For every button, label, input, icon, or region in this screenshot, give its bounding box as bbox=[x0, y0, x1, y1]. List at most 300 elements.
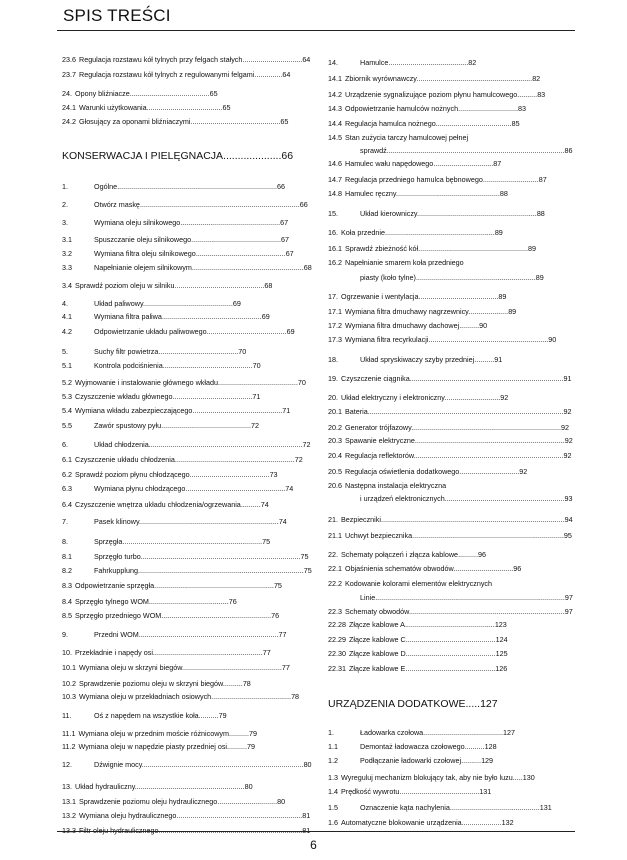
toc-page-number: 70 bbox=[252, 361, 261, 370]
toc-leader-dots: ...................................... bbox=[146, 103, 223, 112]
toc-entry-title: Uchwyt bezpiecznika bbox=[345, 531, 413, 540]
toc-entry bbox=[62, 692, 299, 701]
toc-page-number: 77 bbox=[278, 630, 287, 639]
toc-entry bbox=[62, 552, 309, 561]
toc-page-number: 126 bbox=[495, 664, 508, 673]
toc-leader-dots: .......... bbox=[227, 742, 248, 751]
toc-page-number: 131 bbox=[539, 803, 552, 812]
toc-entry bbox=[62, 760, 312, 769]
toc-leader-dots: .......... bbox=[240, 500, 261, 509]
toc-entry-number: 6.1 bbox=[62, 455, 72, 464]
toc-entry-number: 14.2 bbox=[328, 90, 342, 99]
toc-entry-number: 11. bbox=[62, 711, 72, 720]
toc-entry-number: 22.1 bbox=[328, 564, 342, 573]
toc-leader-dots: .................... bbox=[223, 150, 282, 162]
toc-page-number: 87 bbox=[538, 175, 547, 184]
toc-leader-dots: ....................................................... bbox=[134, 782, 245, 791]
toc-entry-title: Sprawdzenie poziomu oleju hydraulicznego bbox=[79, 797, 218, 806]
toc-entry bbox=[328, 787, 491, 796]
toc-leader-dots: ................................................................................ bbox=[117, 182, 277, 191]
toc-entry-number: 20.3 bbox=[328, 436, 342, 445]
toc-entry bbox=[328, 258, 464, 267]
toc-entry-title: Wymiana filtra paliwa bbox=[94, 312, 162, 321]
toc-page-number: 83 bbox=[518, 104, 526, 113]
toc-page-number: 95 bbox=[563, 531, 572, 540]
toc-entry-title: Głosujący za oponami bliźniaczymi bbox=[79, 117, 191, 126]
toc-entry-title: Sprawdź poziom oleju w silniku bbox=[75, 281, 175, 290]
toc-entry-title: Opony bliźniacze bbox=[75, 89, 130, 98]
toc-entry bbox=[62, 263, 312, 272]
toc-entry-title: Linie bbox=[360, 593, 376, 602]
toc-page-number: 65 bbox=[209, 89, 218, 98]
toc-entry-number: 20. bbox=[328, 393, 338, 402]
toc-entry-title: Bezpieczniki bbox=[341, 515, 381, 524]
toc-entry-number: 21.1 bbox=[328, 531, 342, 540]
toc-entry bbox=[328, 494, 573, 503]
toc-leader-dots: .......... bbox=[461, 756, 482, 765]
toc-entry bbox=[62, 218, 288, 227]
toc-leader-dots: .......... bbox=[464, 742, 485, 751]
toc-entry-number: 3.2 bbox=[62, 249, 72, 258]
toc-entry-number: 20.5 bbox=[328, 467, 342, 476]
toc-entry bbox=[328, 467, 527, 476]
toc-entry bbox=[328, 451, 572, 460]
toc-entry bbox=[62, 392, 260, 401]
toc-entry-number: 8.5 bbox=[62, 611, 72, 620]
toc-entry-number: 20.2 bbox=[328, 423, 342, 432]
toc-entry-number: 8.4 bbox=[62, 597, 72, 606]
toc-page-number: 97 bbox=[564, 607, 573, 616]
toc-entry-number: 3.1 bbox=[62, 235, 72, 244]
toc-entry-title: Kontrola podciśnienia bbox=[94, 361, 163, 370]
toc-page-number: 127 bbox=[480, 698, 498, 710]
toc-leader-dots: ...................................................................... bbox=[122, 537, 263, 546]
toc-entry-number: 14.3 bbox=[328, 104, 342, 113]
toc-entry bbox=[328, 133, 468, 142]
toc-leader-dots: ............................................................................................ bbox=[380, 515, 565, 524]
toc-leader-dots: ...................................................................... bbox=[139, 517, 279, 526]
toc-entry-title: Zbiornik wyrównawczy bbox=[345, 74, 417, 83]
toc-leader-dots: .......... bbox=[474, 355, 495, 364]
toc-entry bbox=[328, 728, 515, 737]
toc-entry-title: Sprawdzenie poziomu oleju w skrzyni biegów bbox=[79, 679, 223, 688]
toc-entry bbox=[328, 273, 544, 282]
toc-entry-number: 1.4 bbox=[328, 787, 338, 796]
toc-leader-dots: ........................................ bbox=[423, 728, 504, 737]
toc-page-number: 70 bbox=[238, 347, 247, 356]
toc-entry-number: 16.2 bbox=[328, 258, 342, 267]
toc-entry-number: 4. bbox=[62, 299, 68, 308]
toc-leader-dots: .................... bbox=[461, 818, 502, 827]
toc-page-number: 131 bbox=[479, 787, 492, 796]
toc-page-number: 66 bbox=[299, 200, 308, 209]
toc-page-number: 64 bbox=[282, 70, 291, 79]
toc-entry-title: Schematy połączeń i złącza kablowe bbox=[341, 550, 459, 559]
toc-leader-dots: ........................................ bbox=[217, 378, 298, 387]
toc-entry-title: Czyszczenie wkładu głównego bbox=[75, 392, 173, 401]
toc-entry-title: Zawór spustowy pyłu bbox=[94, 421, 162, 430]
toc-page-number: 65 bbox=[280, 117, 289, 126]
toc-entry bbox=[328, 481, 446, 490]
toc-entry bbox=[62, 182, 285, 191]
toc-entry-title: Wyjmowanie i instalowanie głównego wkładu bbox=[75, 378, 218, 387]
toc-entry bbox=[62, 484, 293, 493]
toc-leader-dots: ............................................................................. bbox=[409, 374, 564, 383]
toc-entry-number: 8.3 bbox=[62, 581, 72, 590]
toc-entry-number: 22.29 bbox=[328, 635, 346, 644]
toc-leader-dots: ............................................. bbox=[143, 299, 233, 308]
toc-entry-number: 6. bbox=[62, 440, 68, 449]
toc-entry-title: Spuszczanie oleju silnikowego bbox=[94, 235, 192, 244]
toc-entry-number: 17. bbox=[328, 292, 338, 301]
toc-page-number: 92 bbox=[560, 423, 569, 432]
toc-entry bbox=[328, 423, 569, 432]
toc-entry bbox=[62, 281, 272, 290]
toc-entry bbox=[328, 436, 573, 445]
toc-entry bbox=[62, 742, 255, 751]
toc-entry-title: Hamulec wału napędowego bbox=[345, 159, 434, 168]
toc-leader-dots: ........................................ bbox=[206, 327, 287, 336]
toc-entry-title: Suchy filtr powietrza bbox=[94, 347, 159, 356]
toc-entry-number: 9. bbox=[62, 630, 68, 639]
toc-leader-dots: ............................................. bbox=[174, 281, 265, 290]
toc-entry-number: 14.8 bbox=[328, 189, 342, 198]
toc-entry-title: Regulacja hamulca nożnego bbox=[345, 119, 436, 128]
toc-entry-number: 1.2 bbox=[328, 756, 338, 765]
toc-entry-number: 23.6 bbox=[62, 55, 76, 64]
toc-entry-number: 23.7 bbox=[62, 70, 76, 79]
toc-entry-title: Urządzenie sygnalizujące poziom płynu hamulcowego bbox=[345, 90, 518, 99]
toc-page-number: 76 bbox=[271, 611, 280, 620]
toc-entry bbox=[328, 620, 507, 629]
toc-page-number: 67 bbox=[280, 218, 289, 227]
toc-page-number: 72 bbox=[250, 421, 259, 430]
toc-entry-number: 22.31 bbox=[328, 664, 346, 673]
toc-page-number: 68 bbox=[264, 281, 273, 290]
toc-entry-number: 14.1 bbox=[328, 74, 342, 83]
toc-leader-dots: ............................ bbox=[444, 393, 501, 402]
toc-entry-title: Warunki użytkowania bbox=[79, 103, 147, 112]
toc-leader-dots: ............................................................ bbox=[428, 335, 549, 344]
toc-entry bbox=[62, 537, 270, 546]
toc-entry bbox=[62, 517, 287, 526]
toc-entry bbox=[328, 74, 540, 83]
toc-leader-dots: ................................................................................ bbox=[139, 200, 300, 209]
toc-page-number: 93 bbox=[564, 494, 573, 503]
toc-entry-title: Ogrzewanie i wentylacja bbox=[341, 292, 419, 301]
toc-entry-number: 22.3 bbox=[328, 607, 342, 616]
toc-entry-title: Bateria bbox=[345, 407, 368, 416]
toc-entry-title: Odpowietrzanie układu paliwowego bbox=[94, 327, 207, 336]
toc-leader-dots: ............................................................................................... bbox=[375, 593, 565, 602]
toc-leader-dots: ........................................................ bbox=[191, 263, 304, 272]
toc-entry-title: Sprzęgła bbox=[94, 537, 123, 546]
toc-entry-number: 20.4 bbox=[328, 451, 342, 460]
toc-leader-dots: .......... bbox=[517, 90, 538, 99]
toc-page-number: 75 bbox=[262, 537, 271, 546]
toc-entry-number: 10.3 bbox=[62, 692, 76, 701]
toc-entry-title: piasty (koło tylne) bbox=[360, 273, 416, 282]
toc-entry-number: 14.7 bbox=[328, 175, 342, 184]
toc-page-number: 89 bbox=[535, 273, 544, 282]
toc-leader-dots: .................................................................................................. bbox=[367, 407, 564, 416]
toc-entry bbox=[328, 649, 508, 658]
toc-entry-title: Wymiana filtra recyrkulacji bbox=[345, 335, 429, 344]
toc-page-number: 92 bbox=[564, 436, 573, 445]
toc-page-number: 70 bbox=[297, 378, 306, 387]
toc-entry-number: 20.1 bbox=[328, 407, 342, 416]
toc-page-number: 85 bbox=[511, 119, 520, 128]
toc-page-number: 69 bbox=[232, 299, 241, 308]
toc-entry-title: Koła przednie bbox=[341, 228, 385, 237]
toc-entry-title: Podłączanie ładowarki czołowej bbox=[360, 756, 462, 765]
toc-leader-dots: ................................................................................ bbox=[140, 552, 301, 561]
toc-entry-number: 10.1 bbox=[62, 663, 76, 672]
toc-leader-dots: ............................................................................. bbox=[148, 440, 303, 449]
toc-page-number: 130 bbox=[522, 773, 535, 782]
toc-leader-dots: ...................................... bbox=[435, 119, 512, 128]
toc-leader-dots: ............................ bbox=[482, 175, 539, 184]
toc-entry-title: Dźwignie mocy bbox=[94, 760, 142, 769]
toc-entry-title: Schematy obwodów bbox=[345, 607, 409, 616]
toc-entry-title: Układ elektryczny i elektroniczny bbox=[341, 393, 445, 402]
toc-entry bbox=[62, 581, 282, 590]
toc-entry-title: Czyszczenie wnętrza układu chłodzenia/ogrzewania bbox=[75, 500, 241, 509]
toc-entry bbox=[62, 421, 259, 430]
toc-entry bbox=[62, 235, 289, 244]
toc-leader-dots: ....................................................... bbox=[152, 648, 263, 657]
toc-entry-number: 13.1 bbox=[62, 797, 76, 806]
toc-entry-number: 22.2 bbox=[328, 579, 342, 588]
toc-entry-number: 13. bbox=[62, 782, 72, 791]
toc-page-number: 87 bbox=[493, 159, 502, 168]
toc-entry bbox=[62, 630, 287, 639]
toc-leader-dots: ........................................................................... bbox=[414, 436, 565, 445]
toc-entry-number: 24. bbox=[62, 89, 72, 98]
toc-page-number: 92 bbox=[519, 467, 528, 476]
toc-page-number: 97 bbox=[564, 593, 573, 602]
toc-entry-title: Sprzęgło turbo bbox=[94, 552, 141, 561]
toc-entry-number: 1.3 bbox=[328, 773, 338, 782]
toc-entry bbox=[328, 209, 545, 218]
toc-entry bbox=[62, 361, 261, 370]
toc-page-number: 127 bbox=[503, 728, 516, 737]
toc-leader-dots: .............................. bbox=[242, 55, 303, 64]
toc-leader-dots: ........................................ bbox=[189, 470, 270, 479]
toc-entry-number: 11.2 bbox=[62, 742, 76, 751]
toc-entry-number: 1.1 bbox=[328, 742, 338, 751]
toc-entry bbox=[328, 104, 526, 113]
toc-page-number: 92 bbox=[563, 451, 572, 460]
toc-entry-title: Regulacja rozstawu kół tylnych z regulowanymi felgami bbox=[79, 70, 255, 79]
toc-leader-dots: ............................................. bbox=[405, 649, 496, 658]
toc-entry-number: 17.1 bbox=[328, 307, 342, 316]
toc-leader-dots: ........................................ bbox=[418, 292, 499, 301]
toc-entry-number: 7. bbox=[62, 517, 68, 526]
toc-entry-title: Układ paliwowy bbox=[94, 299, 143, 308]
toc-entry bbox=[62, 500, 269, 509]
toc-entry-number: 13.2 bbox=[62, 811, 76, 820]
toc-entry bbox=[62, 711, 227, 720]
toc-leader-dots: ....................................................... bbox=[161, 611, 272, 620]
toc-entry bbox=[328, 773, 535, 782]
toc-page-number: 89 bbox=[508, 307, 517, 316]
toc-page-number: 66 bbox=[281, 150, 294, 162]
toc-section-heading bbox=[62, 150, 293, 163]
toc-entry-title: Wymiana oleju w napędzie piasty przedniej osi bbox=[78, 742, 228, 751]
toc-page-number: 77 bbox=[262, 648, 271, 657]
toc-page-number: 67 bbox=[285, 249, 294, 258]
toc-entry-number: 1. bbox=[328, 728, 334, 737]
toc-entry bbox=[62, 103, 231, 112]
toc-leader-dots: .............................. bbox=[453, 564, 514, 573]
toc-leader-dots: ............................................................ bbox=[416, 209, 537, 218]
toc-page-number: 66 bbox=[276, 182, 285, 191]
toc-entry-number: 21. bbox=[328, 515, 338, 524]
toc-entry-title: Regulacja oświetlenia dodatkowego bbox=[345, 467, 460, 476]
toc-entry-title: Układ spryskiwaczy szyby przedniej bbox=[360, 355, 475, 364]
toc-entry-title: Wymiana płynu chłodzącego bbox=[94, 484, 186, 493]
toc-page-number: 96 bbox=[513, 564, 522, 573]
toc-entry bbox=[62, 347, 246, 356]
toc-entry-number: 17.3 bbox=[328, 335, 342, 344]
toc-entry-number: 6.2 bbox=[62, 470, 72, 479]
toc-page-number: 94 bbox=[564, 515, 573, 524]
toc-page-number: 78 bbox=[242, 679, 251, 688]
toc-page-number: 90 bbox=[548, 335, 557, 344]
toc-page-number: 81 bbox=[302, 811, 311, 820]
toc-entry bbox=[328, 189, 508, 198]
toc-entry-title: Prędkość wywrotu bbox=[341, 787, 400, 796]
toc-left-column bbox=[62, 0, 312, 860]
toc-entry bbox=[62, 663, 290, 672]
toc-page-number: 75 bbox=[300, 552, 309, 561]
toc-leader-dots: .............................. bbox=[458, 104, 518, 113]
toc-leader-dots: ............................................. bbox=[162, 361, 253, 370]
toc-leader-dots: .......................................................... bbox=[416, 74, 533, 83]
toc-entry bbox=[328, 355, 502, 364]
toc-entry bbox=[62, 648, 271, 657]
toc-leader-dots: ............................................. bbox=[192, 406, 283, 415]
toc-page-number: 83 bbox=[537, 90, 546, 99]
toc-entry bbox=[62, 811, 310, 820]
toc-entry-number: 14.4 bbox=[328, 119, 342, 128]
toc-page-number: 78 bbox=[291, 692, 300, 701]
toc-page-number: 125 bbox=[495, 649, 508, 658]
toc-entry bbox=[328, 550, 486, 559]
toc-entry bbox=[328, 119, 520, 128]
toc-entry bbox=[62, 55, 310, 64]
toc-entry bbox=[62, 89, 218, 98]
toc-entry-number: 5. bbox=[62, 347, 68, 356]
toc-entry-title: Przekładnie i napędy osi bbox=[75, 648, 153, 657]
toc-leader-dots: .................................................. bbox=[182, 663, 282, 672]
toc-entry-title: Napełnianie olejem silnikowym bbox=[94, 263, 192, 272]
toc-entry-title: Układ chłodzenia bbox=[94, 440, 149, 449]
toc-entry-number: 16. bbox=[328, 228, 338, 237]
toc-entry bbox=[62, 566, 312, 575]
toc-entry bbox=[328, 335, 556, 344]
toc-entry bbox=[62, 597, 237, 606]
toc-leader-dots: ............................................. bbox=[161, 421, 251, 430]
toc-entry-number: 6.4 bbox=[62, 500, 72, 509]
toc-page-number: 129 bbox=[481, 756, 494, 765]
toc-page-number: 89 bbox=[498, 292, 507, 301]
toc-entry-title: Spawanie elektryczne bbox=[345, 436, 415, 445]
toc-right-column bbox=[328, 0, 573, 860]
toc-page-number: 73 bbox=[269, 470, 278, 479]
toc-entry-number: 5.2 bbox=[62, 378, 72, 387]
toc-entry-number: 1.6 bbox=[328, 818, 338, 827]
toc-leader-dots: ...................................................................... bbox=[138, 630, 279, 639]
toc-entry bbox=[328, 58, 476, 67]
toc-entry bbox=[328, 607, 573, 616]
toc-entry-title: Sprzęgło przedniego WOM bbox=[75, 611, 162, 620]
toc-leader-dots: ........................................................................... bbox=[411, 423, 561, 432]
toc-page-number: 90 bbox=[479, 321, 488, 330]
toc-entry-title: Sprzęgło tylnego WOM bbox=[75, 597, 149, 606]
toc-entry-title: Pasek klinowy bbox=[94, 517, 140, 526]
toc-page-number: 124 bbox=[495, 635, 508, 644]
toc-entry bbox=[62, 299, 241, 308]
toc-entry-title: Otwórz maskę bbox=[94, 200, 140, 209]
toc-leader-dots: ............................................. bbox=[404, 620, 495, 629]
toc-entry-title: Stan zużycia tarczy hamulcowej pełnej bbox=[345, 133, 469, 142]
toc-entry-number: 14.5 bbox=[328, 133, 342, 142]
toc-entry-number: 12. bbox=[62, 760, 72, 769]
toc-page-number: 71 bbox=[252, 392, 261, 401]
toc-leader-dots: ............................................. bbox=[405, 635, 496, 644]
toc-entry-title: Hamulec ręczny bbox=[345, 189, 396, 198]
toc-entry bbox=[328, 292, 506, 301]
toc-leader-dots: .......... bbox=[198, 711, 219, 720]
toc-leader-dots: ............................................. bbox=[405, 664, 496, 673]
toc-entry bbox=[62, 117, 288, 126]
toc-entry bbox=[328, 664, 507, 673]
toc-page-number: 86 bbox=[564, 146, 573, 155]
toc-leader-dots: .................... bbox=[468, 307, 509, 316]
toc-entry-title: Napełnianie smarem koła przedniego bbox=[345, 258, 464, 267]
toc-entry bbox=[328, 175, 547, 184]
toc-entry bbox=[62, 782, 253, 791]
toc-page-number: 72 bbox=[302, 440, 311, 449]
toc-entry-number: 24.2 bbox=[62, 117, 76, 126]
toc-entry-title: Wymiana oleju w skrzyni biegów bbox=[79, 663, 182, 672]
toc-page-number: 69 bbox=[261, 312, 270, 321]
toc-entry bbox=[62, 200, 308, 209]
toc-entry-title: Demontaż ładowacza czołowego bbox=[360, 742, 465, 751]
toc-entry bbox=[62, 440, 311, 449]
toc-leader-dots: .................................................... bbox=[396, 189, 500, 198]
toc-page-number: 71 bbox=[282, 406, 291, 415]
toc-page-number: 92 bbox=[500, 393, 509, 402]
toc-entry-number: 19. bbox=[328, 374, 338, 383]
toc-page-number: 77 bbox=[281, 663, 290, 672]
toc-entry-number: 8.2 bbox=[62, 566, 72, 575]
toc-entry bbox=[328, 579, 492, 588]
toc-leader-dots: ........................................ bbox=[158, 347, 239, 356]
toc-entry-title: Regulacja reflektorów bbox=[345, 451, 414, 460]
toc-entry-title: Złącze kablowe D bbox=[349, 649, 406, 658]
toc-entry-number: 20.6 bbox=[328, 481, 342, 490]
toc-entry bbox=[328, 244, 536, 253]
toc-entry-title: Wymiana oleju w przekładniach osiowych bbox=[79, 692, 212, 701]
toc-page-number: 65 bbox=[222, 103, 231, 112]
toc-entry-number: 11.1 bbox=[62, 729, 76, 738]
toc-entry bbox=[328, 374, 571, 383]
toc-leader-dots: .................................................. bbox=[180, 218, 281, 227]
toc-leader-dots: ............................................. bbox=[449, 803, 540, 812]
